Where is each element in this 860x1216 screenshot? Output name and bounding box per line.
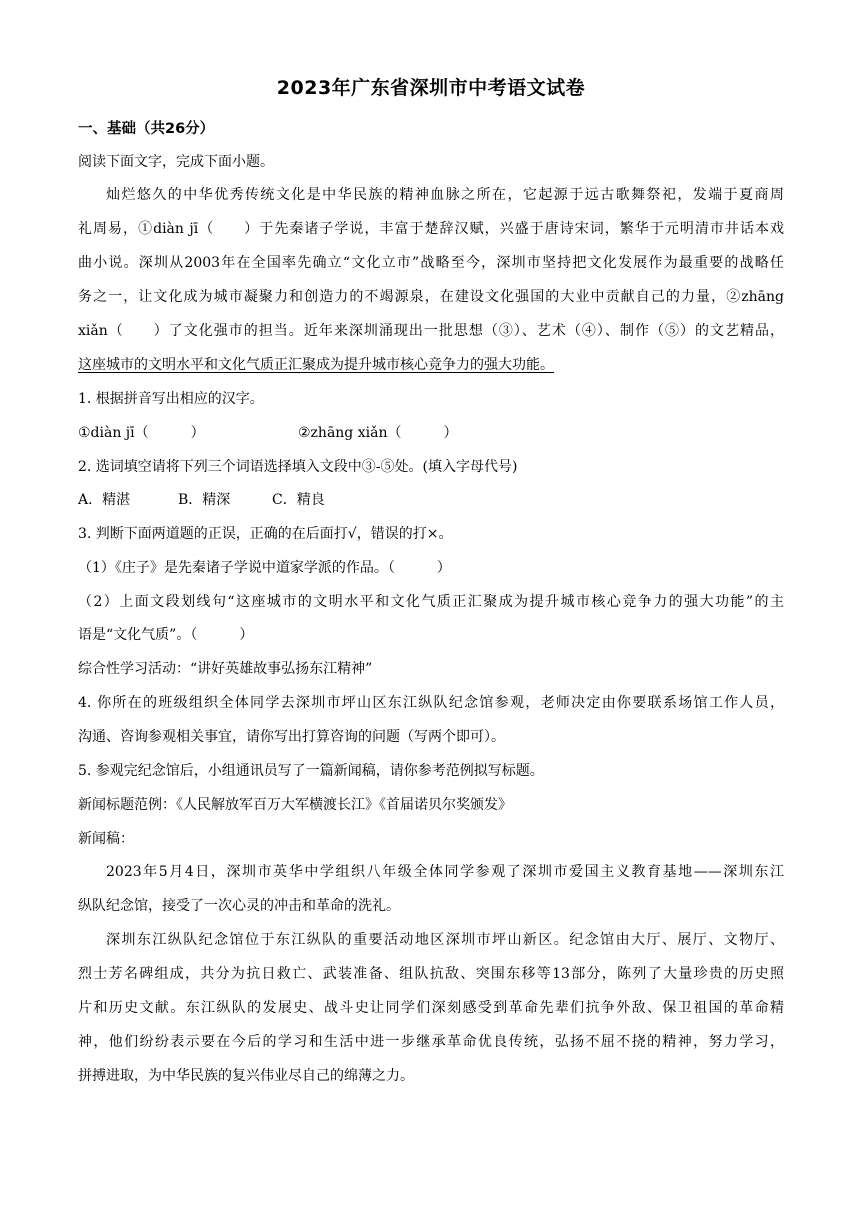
question-1-answer-row: [78, 423, 457, 443]
question-3-sub-1: （1）《庄子》是先秦诸子学说中道家学派的作品。（ ）: [78, 560, 451, 576]
news-line: 片和历史文献。东江纵队的发展史、战斗史让同学们深刻感受到革命先辈们抗争外敌、保卫祖国的革命精: [78, 1000, 784, 1016]
passage-line: 灿烂悠久的中华优秀传统文化是中华民族的精神血脉之所在，它起源于远古歌舞祭祀，发端于夏商周: [106, 187, 784, 203]
passage-line: 礼周易，①diàn jī（ ）于先秦诸子学说，丰富于楚辞汉赋，兴盛于唐诗宋词，繁华于元明清市井话本戏: [78, 221, 784, 237]
option-c: C．精良: [272, 492, 325, 508]
news-line: 纵队纪念馆，接受了一次心灵的冲击和革命的洗礼。: [78, 898, 400, 914]
passage-line: xiǎn（ ）了文化强市的担当。近年来深圳涌现出一批思想（③）、艺术（④）、制作（⑤）的文艺精品，: [78, 323, 784, 339]
news-line: 深圳东江纵队纪念馆位于东江纵队的重要活动地区深圳市坪山新区。纪念馆由大厅、展厅、文物厅、: [106, 932, 784, 948]
underlined-sentence: 这座城市的文明水平和文化气质正汇聚成为提升城市核心竞争力的强大功能。: [78, 357, 554, 373]
answer-blank-2[interactable]: ②zhāng xiǎn（ ）: [298, 425, 458, 441]
passage-line: 曲小说。深圳从2003年在全国率先确立“文化立市”战略至今，深圳市坚持把文化发展作为最重要的战略任: [78, 255, 784, 271]
question-3-sub-2: （2）上面文段划线句“这座城市的文明水平和文化气质正汇聚成为提升城市核心竞争力的强大功能”的主: [78, 594, 784, 610]
news-line: 2023年5月4日，深圳市英华中学组织八年级全体同学参观了深圳市爱国主义教育基地——深圳东江: [106, 864, 784, 880]
activity-heading: 综合性学习活动：“讲好英雄故事弘扬东江精神”: [78, 661, 373, 677]
question-3-sub-2-cont: 语是“文化气质”。（ ）: [78, 627, 254, 643]
option-a: A．精湛: [78, 492, 131, 508]
news-label: 新闻稿：: [78, 831, 134, 847]
option-b: B．精深: [178, 492, 231, 508]
news-line: 神，他们纷纷表示要在今后的学习和生活中进一步继承革命优良传统，弘扬不屈不挠的精神，努力学习，: [78, 1034, 784, 1050]
news-line: 拼搏进取，为中华民族的复兴伟业尽自己的绵薄之力。: [78, 1068, 414, 1084]
passage-line: 务之一，让文化成为城市凝聚力和创造力的不竭源泉，在建设文化强国的大业中贡献自己的力量，②zhāng: [78, 289, 784, 305]
question-1: 1. 根据拼音写出相应的汉字。: [78, 391, 264, 407]
question-2-options: [78, 490, 325, 510]
headline-example: 新闻标题范例：《人民解放军百万大军横渡长江》《首届诺贝尔奖颁发》: [78, 797, 512, 813]
question-2: 2. 选词填空请将下列三个词语选择填入文段中③-⑤处。(填入字母代号): [78, 459, 518, 475]
reading-instruction: 阅读下面文字，完成下面小题。: [78, 154, 274, 170]
section-heading: 一、基础（共26分）: [78, 121, 215, 137]
question-4-cont: 沟通、咨询参观相关事宜，请你写出打算咨询的问题（写两个即可）。: [78, 729, 505, 745]
question-5: 5. 参观完纪念馆后，小组通讯员写了一篇新闻稿，请你参考范例拟写标题。: [78, 763, 544, 779]
question-4: 4. 你所在的班级组织全体同学去深圳市坪山区东江纵队纪念馆参观，老师决定由你要联系场馆工作人员，: [78, 695, 784, 711]
page-title: 2023年广东省深圳市中考语文试卷: [276, 77, 586, 99]
question-3: 3. 判断下面两道题的正误，正确的在后面打√，错误的打×。: [78, 526, 453, 542]
news-line: 烈士芳名碑组成，共分为抗日救亡、武装准备、组队抗敌、突围东移等13部分，陈列了大量珍贵的历史照: [78, 966, 784, 982]
answer-blank-1[interactable]: ①diàn jī（ ）: [78, 425, 205, 441]
